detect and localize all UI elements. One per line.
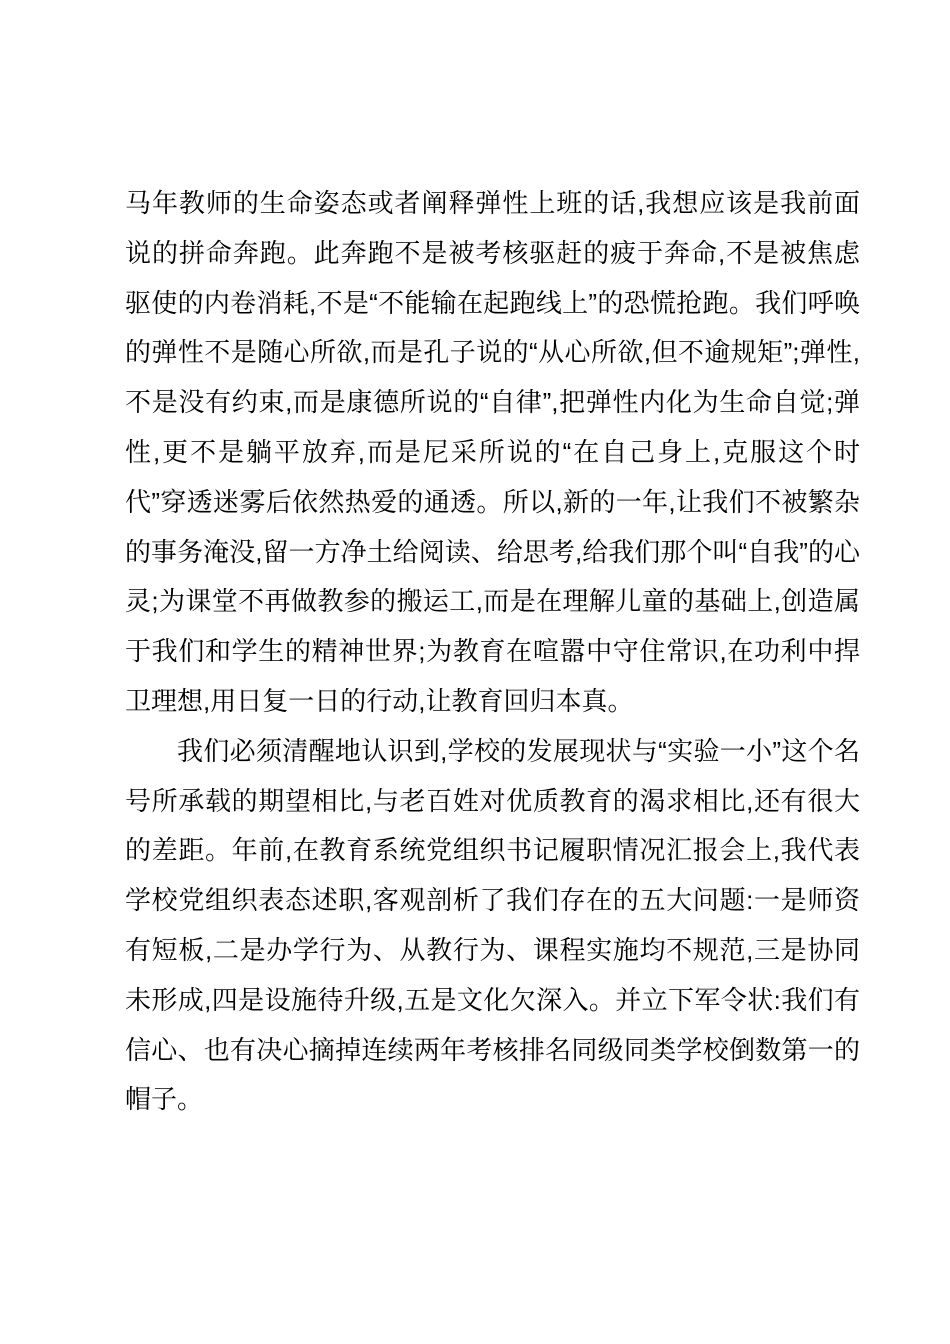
text-block: [125, 179, 860, 1125]
paragraph-2: 我们必须清醒地认识到,学校的发展现状与“实验一小”这个名号所承载的期望相比,与老百姓对优质教育的渴求相比,还有很大的差距。年前,在教育系统党组织书记履职情况汇报会上,我代表学校党组织表态述职,客观剖析了我们存在的五大问题:一是师资有短板,二是办学行为、从教行为、课程实施均不规范,三是协同未形成,四是设施待升级,五是文化欠深入。并立下军令状:我们有信心、也有决心摘掉连续两年考核排名同级同类学校倒数第一的帽子。: [125, 735, 860, 1115]
paragraph-1: 马年教师的生命姿态或者阐释弹性上班的话,我想应该是我前面说的拼命奔跑。此奔跑不是被考核驱赶的疲于奔命,不是被焦虑驱使的内卷消耗,不是“不能输在起跑线上”的恐慌抢跑。我们呼唤的弹性不是随心所欲,而是孔子说的“从心所欲,但不逾规矩”;弹性,不是没有约束,而是康德所说的“自律”,把弹性内化为生命自觉;弹性,更不是躺平放弃,而是尼采所说的“在自己身上,克服这个时代”穿透迷雾后依然热爱的通透。所以,新的一年,让我们不被繁杂的事务淹没,留一方净土给阅读、给思考,给我们那个叫“自我”的心灵;为课堂不再做教参的搬运工,而是在理解儿童的基础上,创造属于我们和学生的精神世界;为教育在喧嚣中守住常识,在功利中捍卫理想,用日复一日的行动,让教育回归本真。: [125, 188, 860, 716]
